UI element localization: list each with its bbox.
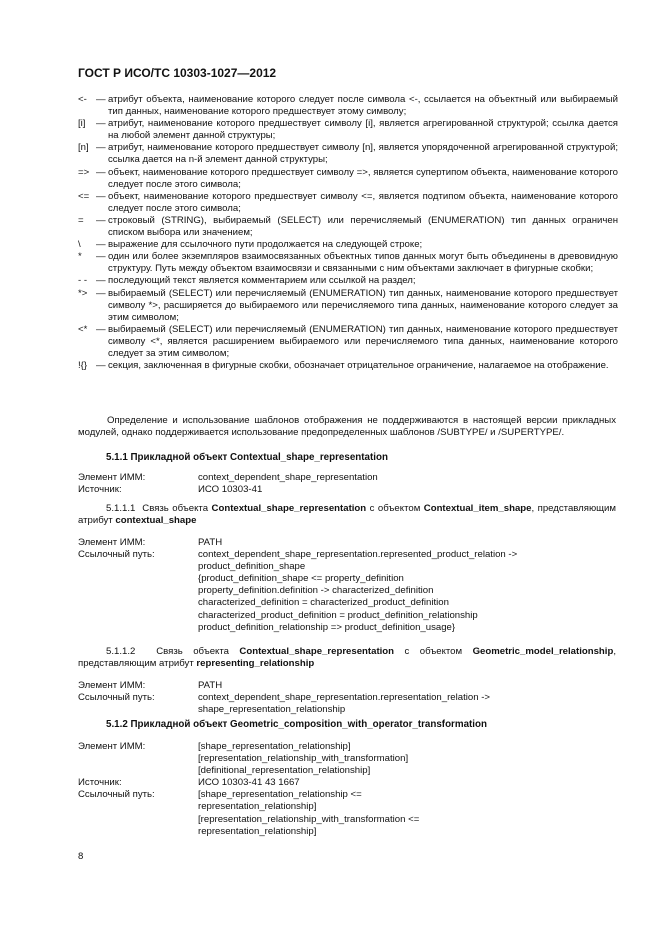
definition-item: <- — атрибут объекта, наименование которого следует после символа <-, ссылается на объектный или выбираемый тип данных, наименование которого предшествует этому символу; [78,94,618,118]
definition-symbol: <= [78,190,90,202]
definition-item: <= — объект, наименование которого предшествует символу <=, является подтипом объекта, наименование которого следует после этого символа; [78,190,618,214]
reference-path-line: product_definition_relationship => product_definition_usage} [198,621,456,633]
field-label: Элемент ИММ: [78,472,146,483]
definition-symbol: = [78,214,84,226]
reference-path-line: property_definition.definition -> characterized_definition [198,585,434,597]
field-label: Ссылочный путь: [78,789,155,801]
definition-item: *> — выбираемый (SELECT) или перечисляемый (ENUMERATION) тип данных, наименование которого предшествует символу *>, расширяется до выбираемого или перечисляемого типа данных, наименование которого следует за этим символом; [78,287,618,323]
reference-path-line: characterized_product_definition = product_definition_relationship [198,609,478,621]
reference-path-line: characterized_definition = characterized_product_definition [198,597,449,609]
definition-text: выбираемый (SELECT) или перечисляемый (ENUMERATION) тип данных, наименование которого предшествует символу *>, расширяется до выбираемого или перечисляемого типа данных, наименование которого следует за этим символом; [108,287,618,323]
subsection-heading: 5.1.1.2 Связь объекта Contextual_shape_representation с объектом Geometric_model_relationship, представляющим атрибут representing_relationship [78,646,616,670]
definition-text: атрибут, наименование которого предшествует символу [n], является упорядоченной агрегированной структурой; ссылка дается на n-й элемент данной структуры; [108,142,618,166]
mapping-table [78,537,517,634]
reference-path-line: representation_relationship] [198,801,317,813]
reference-path-line: representation_relationship] [198,825,317,837]
field-value: context_dependent_shape_representation [198,472,378,483]
field-value: ИСО 10303-41 [198,484,263,496]
definition-symbol: - - [78,275,88,287]
reference-path-line: product_definition_shape [198,561,306,573]
mapping-table [78,472,378,496]
definition-text: атрибут, наименование которого предшествует символу [i], является агрегированной структурой; ссылка дается на любой элемент данной структуры; [108,118,618,142]
field-label: Элемент ИММ: [78,680,146,691]
reference-path-line: [representation_relationship_with_transformation <= [198,813,420,825]
field-value: [definitional_representation_relationship] [198,765,371,777]
page-number: 8 [78,851,84,862]
definition-symbol: *> [78,287,88,299]
field-label: Элемент ИММ: [78,741,146,752]
definition-text: строковый (STRING), выбираемый (SELECT) или перечисляемый (ENUMERATION) тип данных ограничен списком выбора или значением; [108,214,618,239]
field-label: Источник: [78,777,122,789]
definition-text: атрибут объекта, наименование которого следует после символа <-, ссылается на объектный или выбираемый тип данных, наименование которого предшествует этому символу; [108,94,618,118]
field-value: PATH [198,537,223,548]
mapping-table [78,741,419,838]
definition-symbol: !{} [78,360,88,372]
reference-path-line: context_dependent_shape_representation.representation_relation -> [198,692,491,704]
definition-item: => — объект, наименование которого предшествует символу =>, является супертипом объекта, наименование которого следует после этого символа; [78,166,618,190]
definition-symbol: <* [78,323,88,335]
definition-item: [n] — атрибут, наименование которого предшествует символу [n], является упорядоченной агрегированной структурой; ссылка дается на n-й элемент данной структуры; [78,142,618,166]
definition-symbol: * [78,251,82,263]
field-label: Источник: [78,484,122,496]
definition-symbol: \ [78,239,81,251]
definition-item: [i] — атрибут, наименование которого предшествует символу [i], является агрегированной структурой; ссылка дается на любой элемент данной структуры; [78,118,618,142]
definition-item: !{} — секция, заключенная в фигурные скобки, обозначает отрицательное ограничение, налагаемое на отображение. [78,360,618,372]
field-label: Ссылочный путь: [78,549,155,561]
definition-text: выражение для ссылочного пути продолжается на следующей строке; [108,239,423,251]
definition-text: объект, наименование которого предшествует символу =>, является супертипом объекта, наименование которого следует после этого символа; [108,166,618,190]
mapping-table [78,680,490,716]
section-heading: 5.1.2 Прикладной объект Geometric_composition_with_operator_transformation [106,719,487,730]
definition-symbol: [i] [78,118,86,130]
definition-item: \ — выражение для ссылочного пути продолжается на следующей строке; [78,239,618,251]
definition-symbol: => [78,166,90,178]
definition-text: секция, заключенная в фигурные скобки, обозначает отрицательное ограничение, налагаемое на отображение. [108,360,609,372]
reference-path-line: [shape_representation_relationship <= [198,789,362,801]
definition-symbol: [n] [78,142,89,154]
reference-path-line: context_dependent_shape_representation.represented_product_relation -> [198,549,518,561]
subsection-heading: 5.1.1.1 Связь объекта Contextual_shape_representation с объектом Contextual_item_shape, представляющим атрибут contextual_shape [78,503,617,527]
definition-symbol: <- [78,94,87,105]
notation-definitions [78,94,618,372]
definition-text: один или более экземпляров взаимосвязанных объектных типов данных могут быть объединены в древовидную структуру. Путь между объектом взаимосвязи и связанными с ним объектами заключает в фигурные скобки; [108,251,618,275]
definition-text: последующий текст является комментарием или ссылкой на раздел; [108,275,416,287]
document-header: ГОСТ Р ИСО/ТС 10303-1027—2012 [78,66,277,80]
field-label: Элемент ИММ: [78,537,146,548]
field-label: Ссылочный путь: [78,692,155,704]
field-value: PATH [198,680,223,691]
definition-text: объект, наименование которого предшествует символу <=, является подтипом объекта, наименование которого следует после этого символа; [108,190,618,214]
section-heading: 5.1.1 Прикладной объект Contextual_shape_representation [106,452,388,463]
definition-item: * — один или более экземпляров взаимосвязанных объектных типов данных могут быть объединены в древовидную структуру. Путь между объектом взаимосвязи и связанными с ним объектами заключает в фигурные скобки; [78,251,618,275]
definition-item: = — строковый (STRING), выбираемый (SELECT) или перечисляемый (ENUMERATION) тип данных ограничен списком выбора или значением; [78,214,618,239]
field-value: [representation_relationship_with_transformation] [198,753,409,765]
reference-path-line: shape_representation_relationship [198,704,346,716]
mapping-templates-note: Определение и использование шаблонов отображения не поддерживаются в настоящей версии прикладных модулей, однако поддерживается использование предопределенных шаблонов /SUBTYPE/ и /SUPERTYPE/. [78,415,616,439]
reference-path-line: {product_definition_shape <= property_definition [198,573,404,585]
definition-item: <* — выбираемый (SELECT) или перечисляемый (ENUMERATION) тип данных, наименование которого предшествует символу <*, является расширением выбираемого или перечисляемого типа данных, наименование которого следует за этим символом; [78,323,618,359]
definition-text: выбираемый (SELECT) или перечисляемый (ENUMERATION) тип данных, наименование которого предшествует символу <*, является расширением выбираемого или перечисляемого типа данных, наименование которого следует за этим символом; [108,323,618,359]
field-value: ИСО 10303-41 43 1667 [198,777,300,789]
field-value: [shape_representation_relationship] [198,741,351,752]
definition-item: - - — последующий текст является комментарием или ссылкой на раздел; [78,275,618,287]
